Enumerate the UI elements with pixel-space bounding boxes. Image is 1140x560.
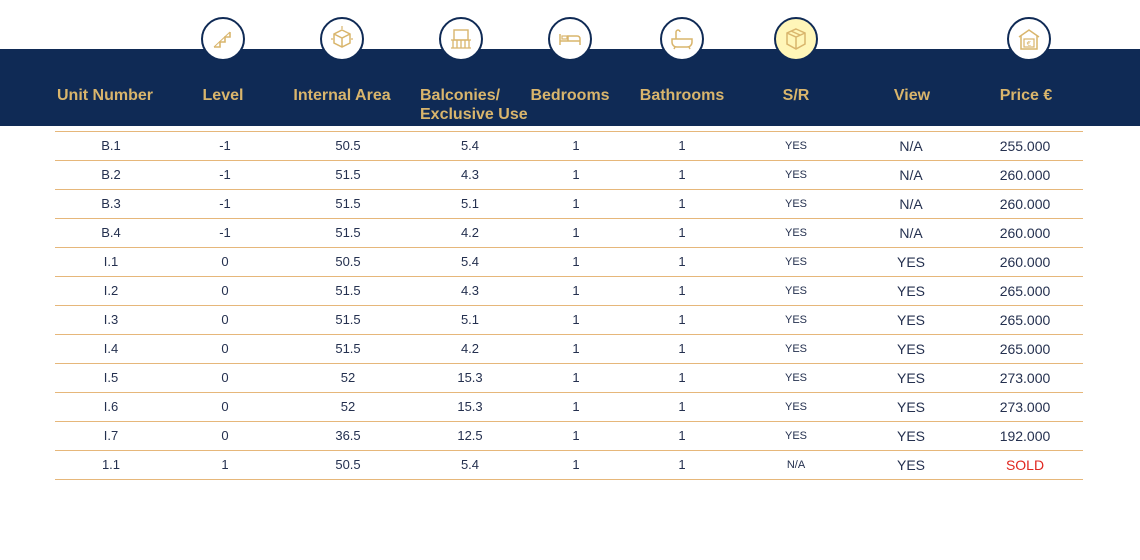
cell-sr: YES	[784, 430, 807, 442]
cell-level: 0	[221, 312, 229, 327]
col-header-bathrooms: Bathrooms	[639, 87, 725, 104]
cell-balcony: 15.3	[457, 399, 483, 414]
cell-bathrooms: 1	[678, 196, 686, 211]
cell-bathrooms: 1	[678, 399, 686, 414]
cell-view: YES	[896, 312, 925, 328]
cell-balcony: 4.2	[460, 341, 480, 356]
cell-unit: I.7	[103, 428, 119, 443]
cell-view: YES	[896, 283, 925, 299]
cell-area: 51.5	[335, 167, 361, 182]
cell-bedrooms: 1	[572, 428, 580, 443]
cell-price: 265.000	[999, 283, 1051, 299]
units-table	[55, 131, 1083, 480]
cell-bedrooms: 1	[572, 138, 580, 153]
cell-sr: YES	[784, 314, 807, 326]
cell-bathrooms: 1	[678, 312, 686, 327]
cell-bedrooms: 1	[572, 167, 580, 182]
cell-level: 0	[221, 370, 229, 385]
cell-bedrooms: 1	[572, 370, 580, 385]
cell-view: YES	[896, 428, 925, 444]
cell-area: 50.5	[335, 457, 361, 472]
table-row	[55, 363, 1083, 392]
cell-area: 51.5	[335, 196, 361, 211]
cell-sr: YES	[784, 372, 807, 384]
table-row	[55, 247, 1083, 276]
col-header-level: Level	[202, 87, 244, 104]
cell-level: 0	[221, 399, 229, 414]
stairs-icon	[201, 17, 245, 61]
cell-bedrooms: 1	[572, 225, 580, 240]
cell-balcony: 5.4	[460, 254, 480, 269]
cell-level: 0	[221, 254, 229, 269]
cell-view: N/A	[899, 225, 923, 241]
cell-bathrooms: 1	[678, 457, 686, 472]
bathtub-icon	[660, 17, 704, 61]
cell-sr: YES	[784, 256, 807, 268]
cell-bathrooms: 1	[678, 428, 686, 443]
cell-balcony: 15.3	[457, 370, 483, 385]
cell-bedrooms: 1	[572, 254, 580, 269]
cell-level: -1	[219, 225, 231, 240]
col-header-area	[282, 86, 402, 105]
cell-unit: I.2	[103, 283, 119, 298]
price-euro-icon	[1007, 17, 1051, 61]
cell-price: 273.000	[999, 370, 1051, 386]
cell-area: 50.5	[335, 138, 361, 153]
cell-area: 51.5	[335, 341, 361, 356]
svg-text:€: €	[1026, 40, 1032, 48]
cell-price: 265.000	[999, 341, 1051, 357]
cell-balcony: 5.4	[460, 138, 480, 153]
cell-view: YES	[896, 341, 925, 357]
cell-bathrooms: 1	[678, 138, 686, 153]
cell-price: 265.000	[999, 312, 1051, 328]
cell-bedrooms: 1	[572, 283, 580, 298]
cell-unit: I.4	[103, 341, 119, 356]
col-header-balconies-line2: Exclusive Use	[420, 106, 528, 123]
cell-unit: 1.1	[101, 457, 121, 472]
cell-bedrooms: 1	[572, 312, 580, 327]
cell-balcony: 5.1	[460, 312, 480, 327]
area-cube-icon	[320, 17, 364, 61]
cell-area: 36.5	[335, 428, 361, 443]
cell-balcony: 4.3	[460, 283, 480, 298]
cell-area: 50.5	[335, 254, 361, 269]
cell-level: -1	[219, 196, 231, 211]
cell-price: 192.000	[999, 428, 1051, 444]
cell-level: 0	[221, 283, 229, 298]
cell-balcony: 5.1	[460, 196, 480, 211]
cell-sr: YES	[784, 140, 807, 152]
cell-bathrooms: 1	[678, 225, 686, 240]
cell-bedrooms: 1	[572, 196, 580, 211]
cell-area: 52	[340, 399, 356, 414]
storage-box-icon	[774, 17, 818, 61]
bed-icon	[548, 17, 592, 61]
cell-bathrooms: 1	[678, 283, 686, 298]
cell-area: 51.5	[335, 225, 361, 240]
cell-bedrooms: 1	[572, 341, 580, 356]
cell-price: 260.000	[999, 225, 1051, 241]
cell-price: 273.000	[999, 399, 1051, 415]
cell-view: N/A	[899, 167, 923, 183]
table-row	[55, 160, 1083, 189]
cell-unit: I.5	[103, 370, 119, 385]
col-header-bedrooms: Bedrooms	[530, 87, 610, 104]
cell-view: N/A	[899, 196, 923, 212]
cell-price: 255.000	[999, 138, 1051, 154]
cell-bathrooms: 1	[678, 341, 686, 356]
cell-view: YES	[896, 457, 925, 473]
table-row	[55, 131, 1083, 160]
table-row	[55, 218, 1083, 247]
cell-unit: B.4	[101, 225, 121, 240]
cell-unit: I.6	[103, 399, 119, 414]
cell-bedrooms: 1	[572, 399, 580, 414]
cell-sr: YES	[784, 227, 807, 239]
table-row	[55, 450, 1083, 480]
table-row	[55, 276, 1083, 305]
col-header-balconies-line1: Balconies/	[420, 87, 501, 104]
cell-view: N/A	[899, 138, 923, 154]
col-header-price: Price €	[999, 87, 1053, 104]
cell-bathrooms: 1	[678, 370, 686, 385]
cell-unit: B.1	[101, 138, 121, 153]
cell-level: 1	[221, 457, 229, 472]
cell-sr: YES	[784, 285, 807, 297]
cell-level: 0	[221, 341, 229, 356]
cell-area: 52	[340, 370, 356, 385]
cell-area: 51.5	[335, 312, 361, 327]
table-row	[55, 392, 1083, 421]
cell-balcony: 5.4	[460, 457, 480, 472]
cell-price: 260.000	[999, 196, 1051, 212]
cell-balcony: 4.3	[460, 167, 480, 182]
table-row	[55, 421, 1083, 450]
col-header-unit: Unit Number	[57, 87, 153, 104]
cell-unit: I.1	[103, 254, 119, 269]
cell-unit: B.3	[101, 196, 121, 211]
cell-view: YES	[896, 399, 925, 415]
table-row	[55, 305, 1083, 334]
cell-price: SOLD	[1005, 457, 1045, 473]
cell-level: -1	[219, 138, 231, 153]
cell-sr: YES	[784, 343, 807, 355]
cell-balcony: 4.2	[460, 225, 480, 240]
col-header-view: View	[893, 87, 931, 104]
cell-sr: N/A	[786, 459, 806, 471]
cell-level: 0	[221, 428, 229, 443]
table-row	[55, 189, 1083, 218]
cell-price: 260.000	[999, 167, 1051, 183]
col-header-balconies	[420, 86, 528, 124]
cell-bathrooms: 1	[678, 254, 686, 269]
cell-view: YES	[896, 370, 925, 386]
cell-unit: B.2	[101, 167, 121, 182]
cell-sr: YES	[784, 198, 807, 210]
cell-sr: YES	[784, 169, 807, 181]
cell-unit: I.3	[103, 312, 119, 327]
col-header-area-text: Internal Area	[293, 87, 391, 104]
cell-price: 260.000	[999, 254, 1051, 270]
col-header-sr: S/R	[782, 87, 810, 104]
cell-view: YES	[896, 254, 925, 270]
cell-area: 51.5	[335, 283, 361, 298]
cell-bathrooms: 1	[678, 167, 686, 182]
cell-sr: YES	[784, 401, 807, 413]
cell-level: -1	[219, 167, 231, 182]
table-row	[55, 334, 1083, 363]
cell-bedrooms: 1	[572, 457, 580, 472]
cell-balcony: 12.5	[457, 428, 483, 443]
balcony-icon	[439, 17, 483, 61]
